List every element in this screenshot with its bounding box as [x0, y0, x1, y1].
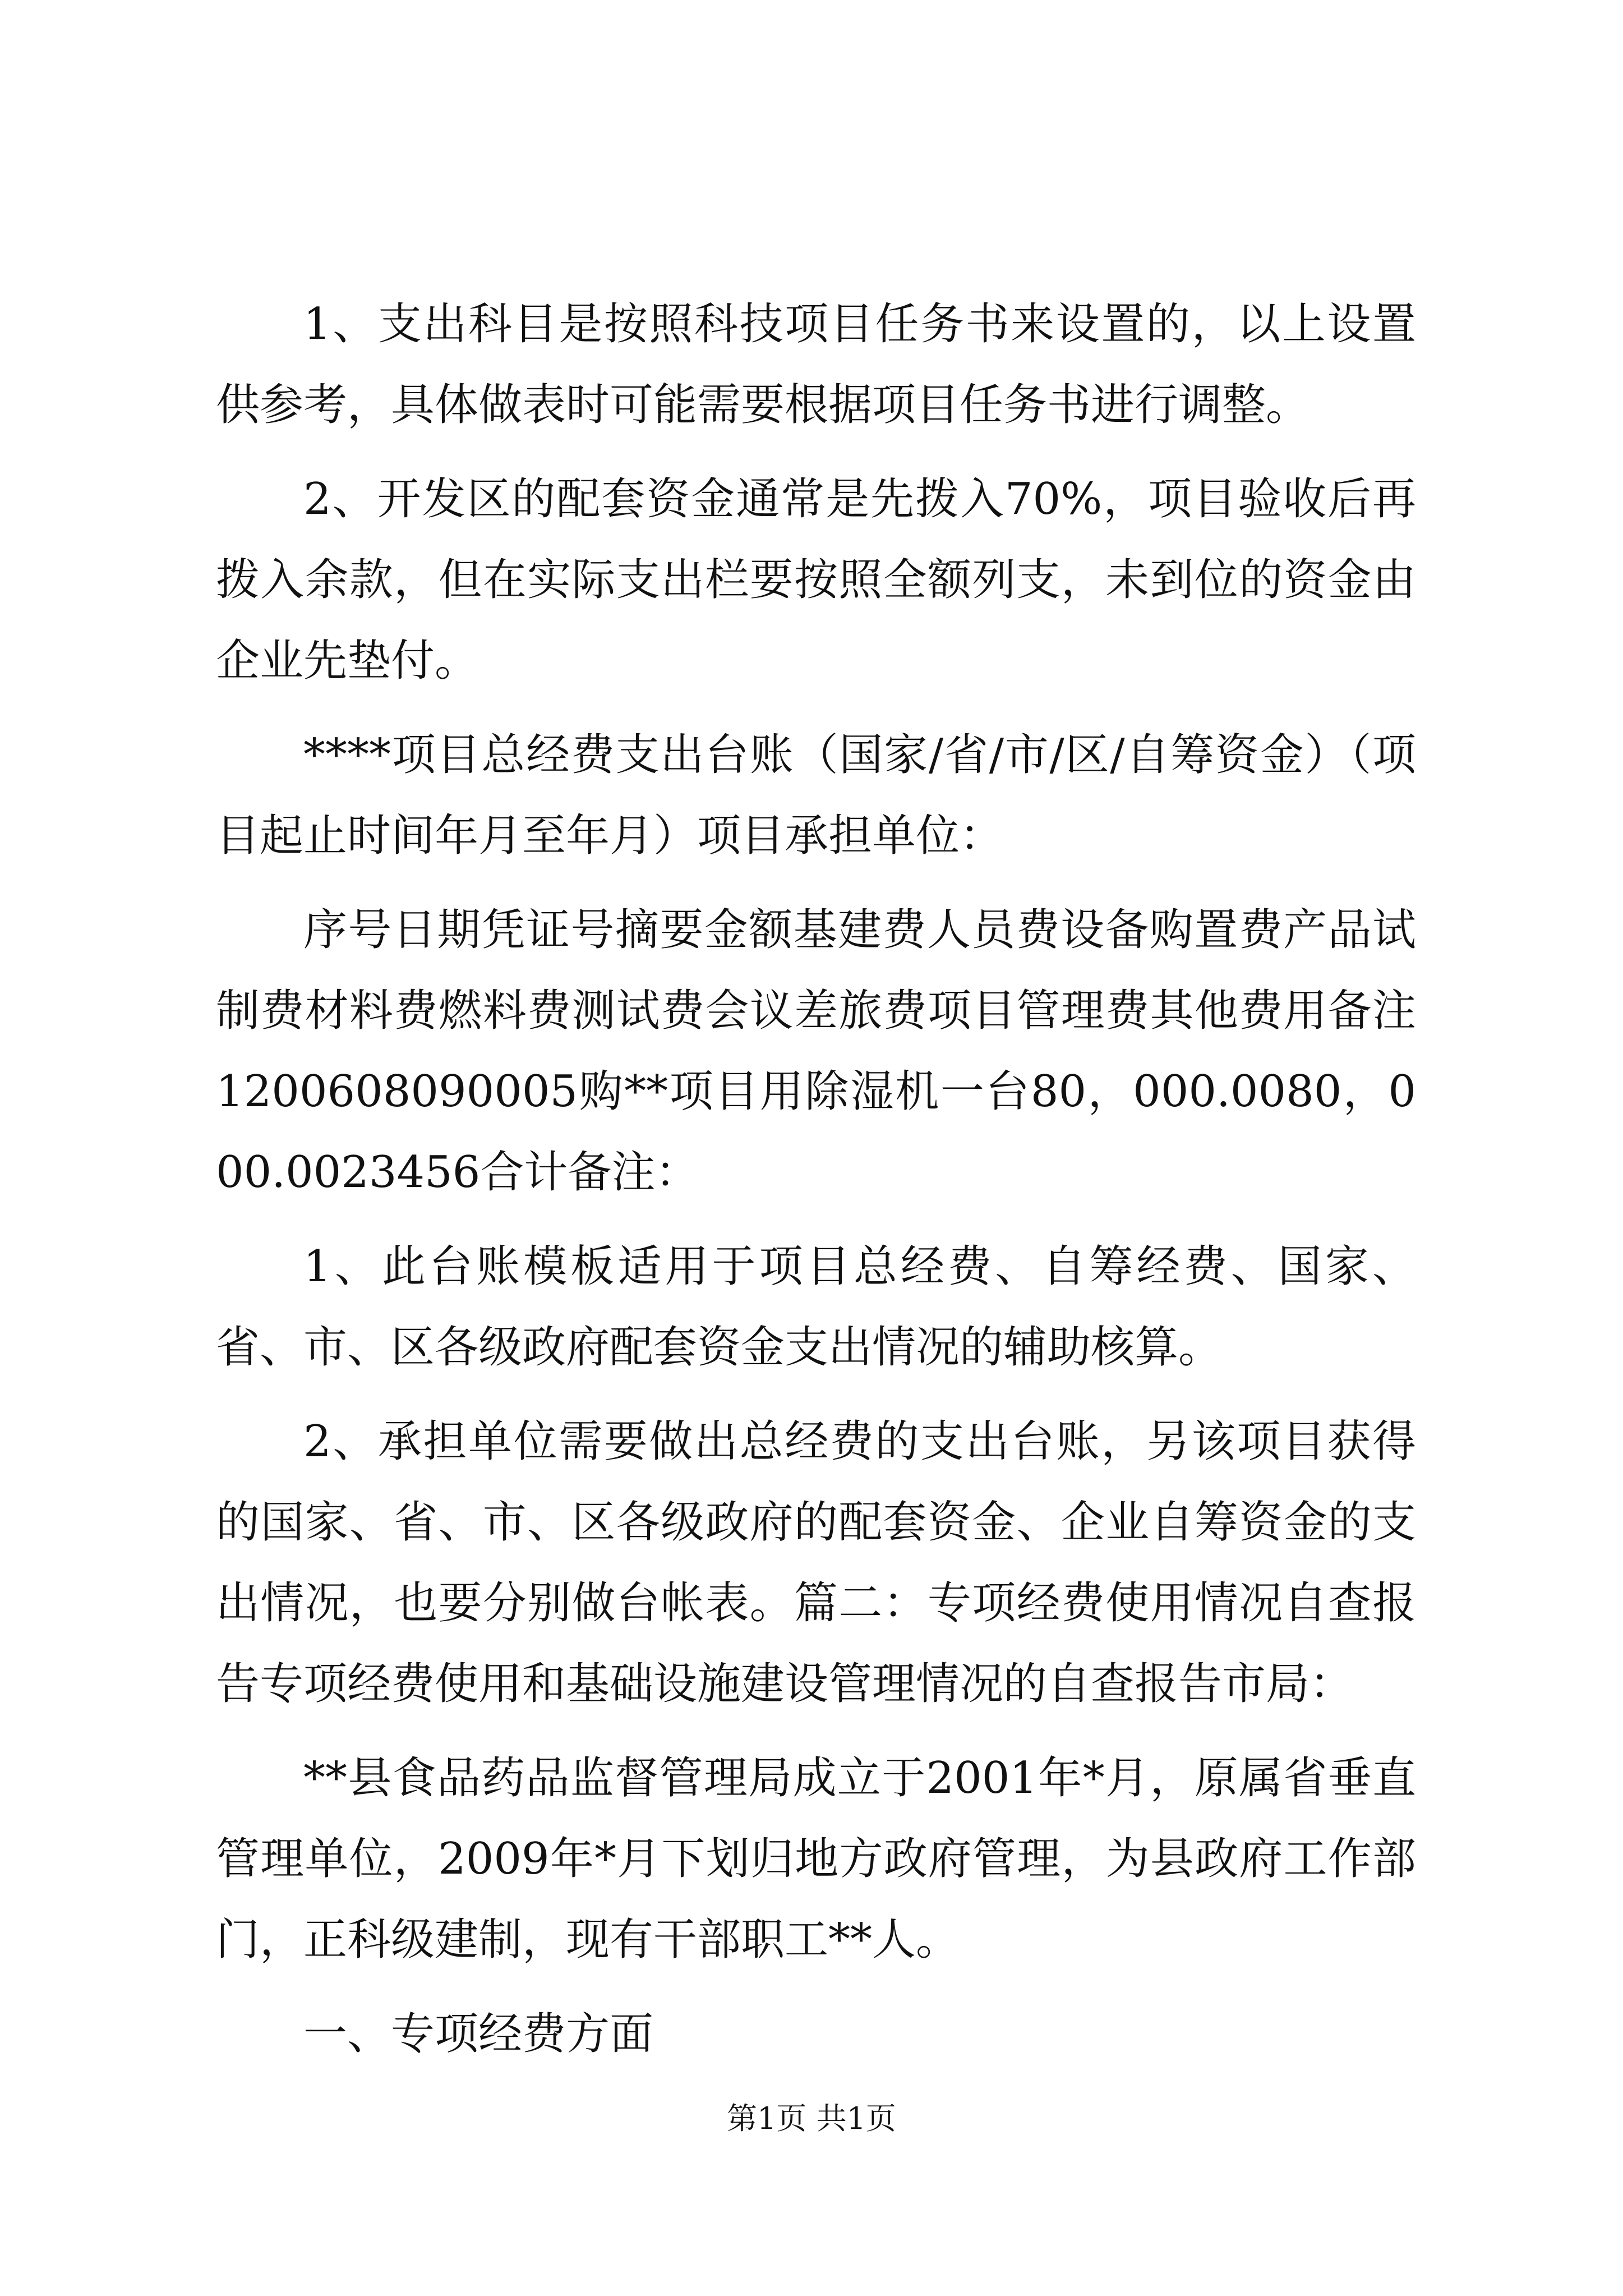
- paragraph-note-2: 2、开发区的配套资金通常是先拨入70%，项目验收后再拨入余款，但在实际支出栏要按照全额列支，未到位的资金由企业先垫付。: [216, 474, 1416, 686]
- paragraph-note-1: 1、支出科目是按照科技项目任务书来设置的，以上设置供参考，具体做表时可能需要根据项目任务书进行调整。: [216, 299, 1416, 430]
- paragraph-bureau-intro: **县食品药品监督管理局成立于2001年*月，原属省垂直管理单位，2009年*月下划归地方政府管理，为县政府工作部门，正科级建制，现有干部职工**人。: [216, 1753, 1416, 1965]
- paragraph-ledger-columns: 序号日期凭证号摘要金额基建费人员费设备购置费产品试制费材料费燃料费测试费会议差旅费项目管理费其他费用备注1200608090005购**项目用除湿机一台80，000.0080，000.0023456合计备注：: [216, 905, 1416, 1198]
- paragraph-remark-1: 1、此台账模板适用于项目总经费、自筹经费、国家、省、市、区各级政府配套资金支出情况的辅助核算。: [216, 1241, 1416, 1373]
- page-footer: 第1页 共1页: [727, 2101, 896, 2136]
- section-heading: 一、专项经费方面: [303, 2009, 654, 2059]
- document-body: [216, 284, 1416, 2088]
- paragraph-ledger-title: ****项目总经费支出台账（国家/省/市/区/自筹资金）（项目起止时间年月至年月）项目承担单位：: [216, 730, 1416, 861]
- paragraph-remark-2: 2、承担单位需要做出总经费的支出台账，另该项目获得的国家、省、市、区各级政府的配套资金、企业自筹资金的支出情况，也要分别做台帐表。篇二：专项经费使用情况自查报告专项经费使用和基础设施建设管理情况的自查报告市局：: [216, 1416, 1416, 1709]
